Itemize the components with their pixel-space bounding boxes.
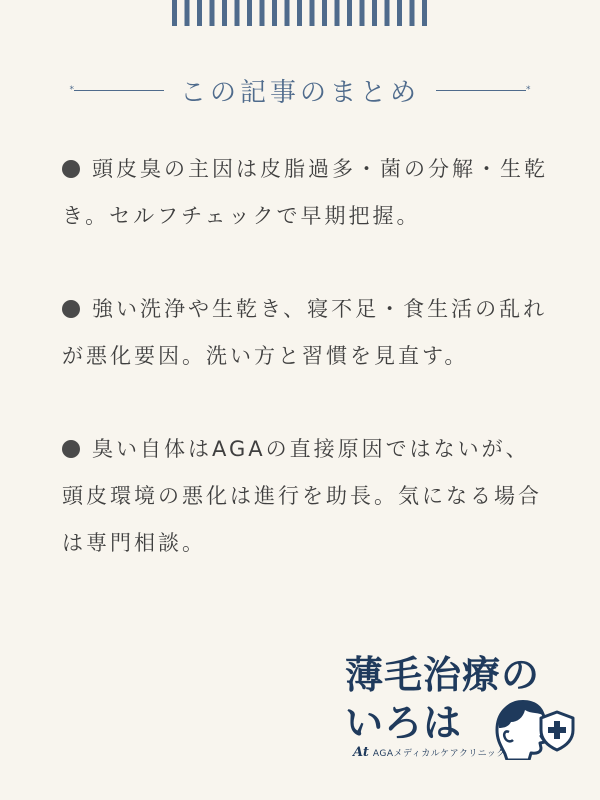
top-stripe-decoration: [172, 0, 434, 26]
logo-title-line1: 薄毛治療の: [345, 653, 541, 697]
summary-list: [62, 146, 552, 613]
summary-heading: [0, 70, 600, 110]
summary-item-text: 強い洗浄や生乾き、寝不足・食生活の乱れが悪化要因。洗い方と習慣を見直す。: [62, 297, 548, 368]
logo-title-line2: いろは: [345, 701, 463, 745]
heading-title: この記事のまとめ: [179, 77, 420, 108]
summary-item-2: [62, 286, 552, 380]
logo-subtitle: [353, 745, 506, 760]
heading-right-rule: [436, 86, 531, 95]
logo-clinic-name: AGAメディカルケアクリニック: [372, 749, 506, 759]
logo-mark: At: [353, 745, 369, 760]
summary-item-3: [62, 426, 552, 567]
summary-item-text: 臭い自体はAGAの直接原因ではないが、頭皮環境の悪化は進行を助長。気になる場合は専門相談。: [62, 437, 542, 555]
summary-item-1: [62, 146, 552, 240]
heading-right-star: *: [526, 84, 531, 95]
heading-left-line: [74, 90, 164, 91]
heading-right-line: [436, 90, 526, 91]
summary-item-text: 頭皮臭の主因は皮脂過多・菌の分解・生乾き。セルフチェックで早期把握。: [62, 157, 548, 228]
clinic-logo: [345, 642, 585, 772]
heading-left-rule: [69, 86, 164, 95]
bullet-icon: [62, 300, 80, 318]
bullet-icon: [62, 160, 80, 178]
heading-left-star: *: [69, 84, 74, 95]
bullet-icon: [62, 440, 80, 458]
